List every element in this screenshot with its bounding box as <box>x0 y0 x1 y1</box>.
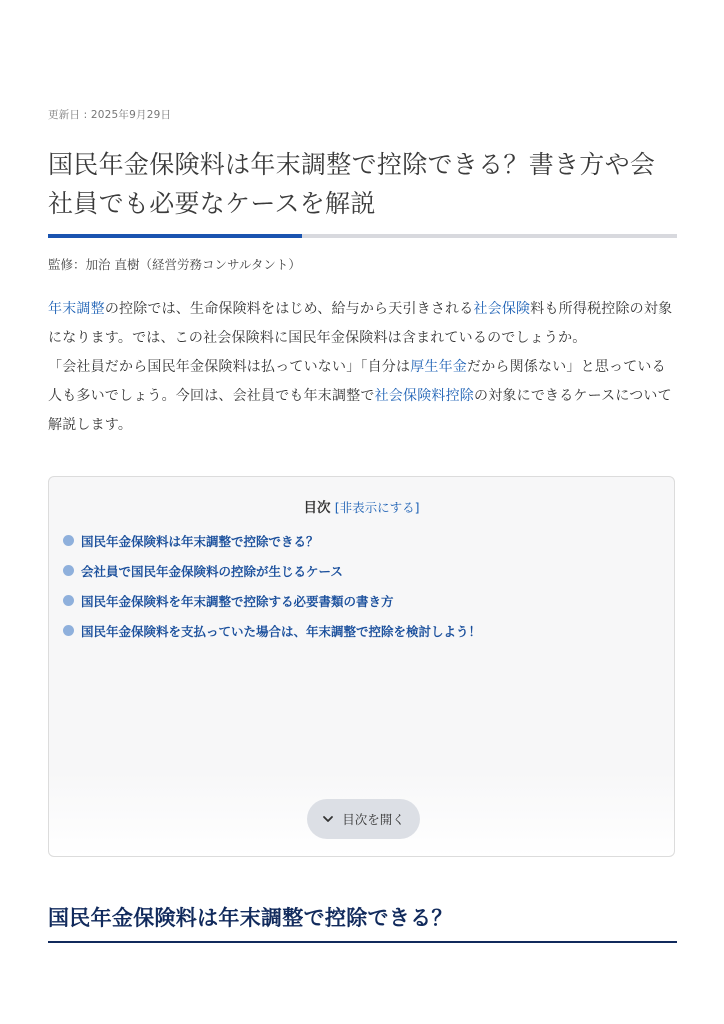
section-heading: 国民年金保険料は年末調整で控除できる？ <box>48 906 453 930</box>
toc-header <box>49 496 674 516</box>
chevron-down-icon <box>322 813 334 825</box>
toc-open-button[interactable] <box>307 799 420 839</box>
table-of-contents <box>48 476 675 857</box>
toc-item[interactable] <box>63 622 481 652</box>
title-underline-accent <box>48 234 302 238</box>
toc-item-label: 国民年金保険料は年末調整で控除できる？ <box>81 534 319 549</box>
link-nenmatsu-chousei[interactable]: 年末調整 <box>48 301 105 317</box>
toc-list <box>63 532 481 652</box>
toc-hide-toggle[interactable]: [非表示にする] <box>334 500 420 515</box>
toc-item[interactable] <box>63 562 481 592</box>
link-shakai-hokenryou-koujo[interactable]: 社会保険料控除 <box>374 388 475 404</box>
section-heading-rule <box>48 941 677 943</box>
intro-text-1: の控除では、生命保険料をはじめ、給与から天引きされる <box>104 301 474 317</box>
bullet-icon <box>63 595 74 606</box>
toc-item[interactable] <box>63 592 481 622</box>
title-underline <box>48 234 677 238</box>
intro-paragraph <box>48 295 678 440</box>
intro-text-3: 「会社員だから国民年金保険料は払っていない」「自分は <box>48 359 411 375</box>
updated-date: 更新日 : 2025年9月29日 <box>48 109 172 121</box>
toc-item-label: 国民年金保険料を支払っていた場合は、年末調整で控除を検討しよう！ <box>81 624 482 639</box>
bullet-icon <box>63 625 74 636</box>
bullet-icon <box>63 535 74 546</box>
intro-text-4: だから関係ない」と思っている人も多いでしょう。今回は、会社員でも年末調整で <box>48 359 666 404</box>
link-kousei-nenkin[interactable]: 厚生年金 <box>410 359 468 375</box>
toc-title: 目次 <box>303 500 331 516</box>
intro-text-5: の対象にできるケースについて解説します。 <box>48 388 672 433</box>
intro-text-2: 料も所得税控除の対象になります。では、この社会保険料に国民年金保険料は含まれているのでしょうか。 <box>48 301 673 346</box>
supervisor-credit: 監修：加治 直樹（経営労務コンサルタント） <box>48 257 301 272</box>
bullet-icon <box>63 565 74 576</box>
page-title: 国民年金保険料は年末調整で控除できる？書き方や会社員でも必要なケースを解説 <box>48 150 656 218</box>
toc-item-label: 国民年金保険料を年末調整で控除する必要書類の書き方 <box>81 594 394 609</box>
link-shakai-hoken[interactable]: 社会保険 <box>473 301 531 317</box>
toc-item-label: 会社員で国民年金保険料の控除が生じるケース <box>81 564 343 579</box>
toc-item[interactable] <box>63 532 481 562</box>
toc-open-label: 目次を開く <box>342 812 405 827</box>
